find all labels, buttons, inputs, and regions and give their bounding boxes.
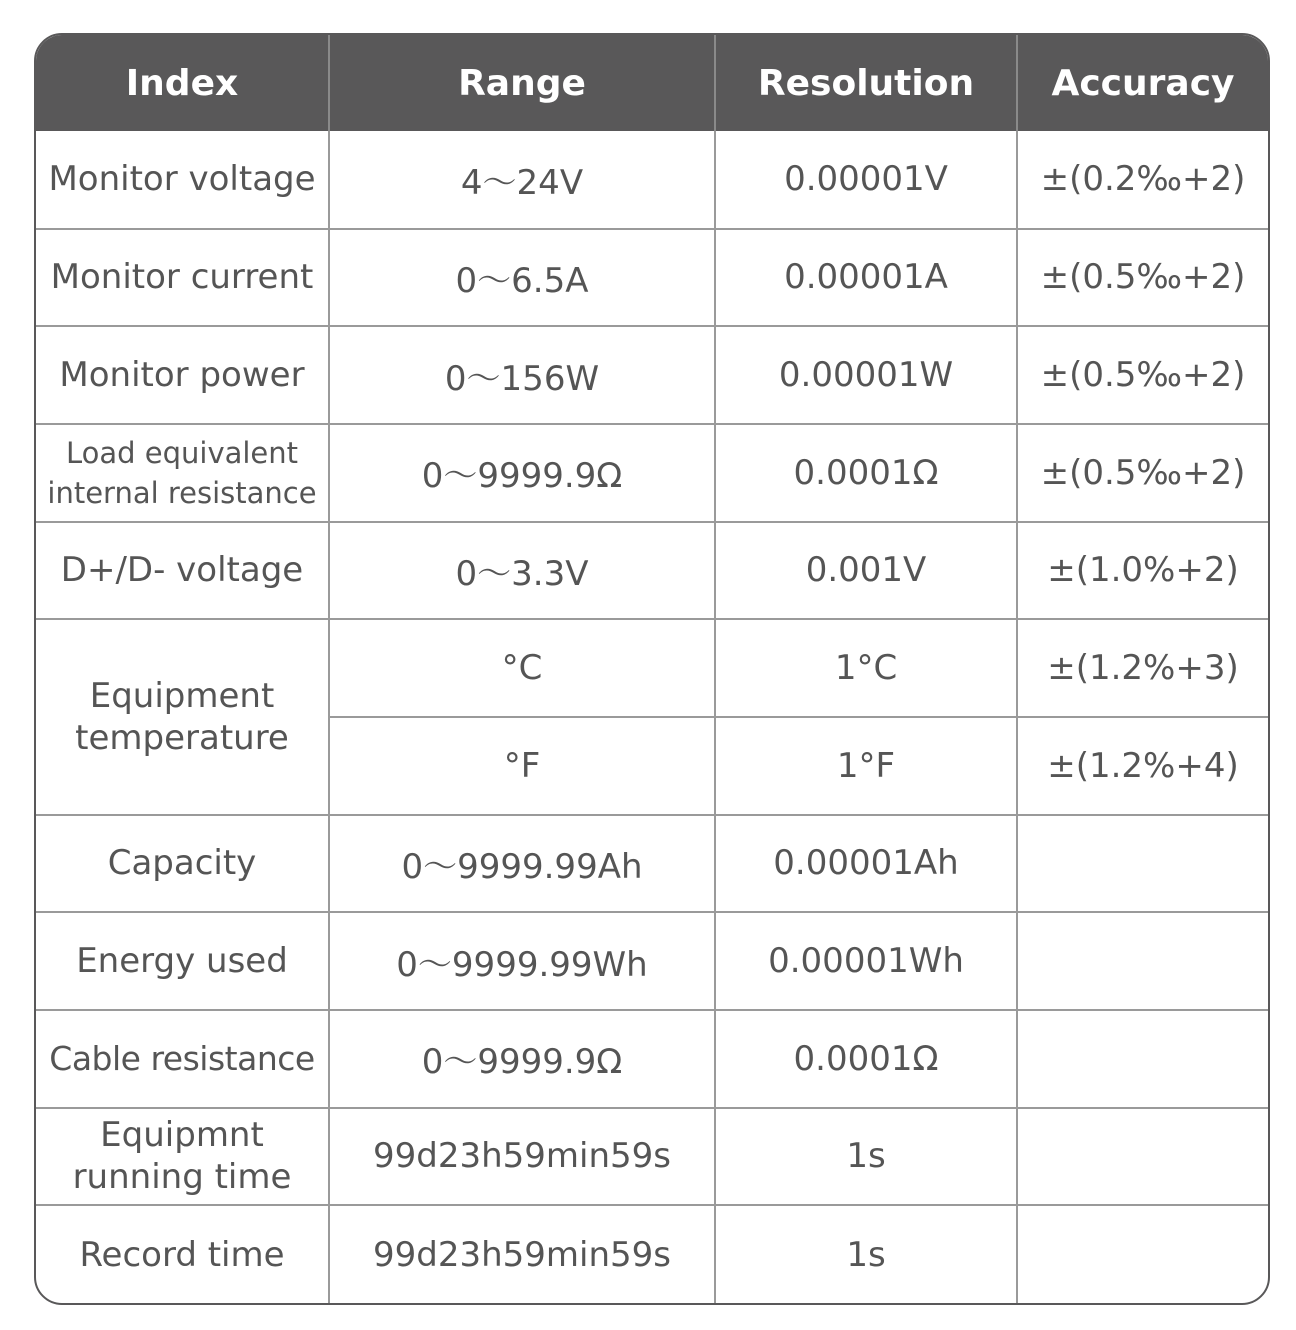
accuracy-cell: ±(0.5‰+2)	[1017, 229, 1268, 327]
accuracy-cell	[1017, 912, 1268, 1010]
table-row	[36, 229, 1268, 327]
table-body	[36, 131, 1268, 1303]
resolution-cell: 0.00001Ah	[715, 815, 1017, 913]
accuracy-cell: ±(0.5‰+2)	[1017, 424, 1268, 522]
resolution-cell: 1°F	[715, 717, 1017, 815]
header-row	[36, 35, 1268, 131]
accuracy-cell	[1017, 1108, 1268, 1206]
header-range: Range	[329, 35, 715, 131]
resolution-cell: 0.0001Ω	[715, 1010, 1017, 1108]
resolution-cell: 0.001V	[715, 522, 1017, 620]
accuracy-cell: ±(1.2%+3)	[1017, 619, 1268, 717]
range-cell: °F	[329, 717, 715, 815]
range-cell: 99d23h59min59s	[329, 1108, 715, 1206]
accuracy-cell: ±(1.0%+2)	[1017, 522, 1268, 620]
resolution-cell: 0.00001W	[715, 326, 1017, 424]
table-row	[36, 815, 1268, 913]
resolution-cell: 1s	[715, 1108, 1017, 1206]
index-line: Equipmnt	[100, 1115, 264, 1156]
table-row	[36, 912, 1268, 1010]
index-cell: Record time	[36, 1205, 329, 1303]
index-cell	[36, 1108, 329, 1206]
range-cell: 0～3.3V	[329, 522, 715, 620]
accuracy-cell	[1017, 815, 1268, 913]
range-cell: 0～9999.9Ω	[329, 1010, 715, 1108]
index-line: Equipment	[89, 675, 275, 716]
accuracy-cell: ±(1.2%+4)	[1017, 717, 1268, 815]
resolution-cell: 0.00001A	[715, 229, 1017, 327]
resolution-cell: 0.00001V	[715, 131, 1017, 229]
table-row	[36, 1205, 1268, 1303]
table-row	[36, 619, 1268, 717]
table-row	[36, 131, 1268, 229]
index-cell: Cable resistance	[36, 1010, 329, 1108]
header-resolution: Resolution	[715, 35, 1017, 131]
resolution-cell: 0.0001Ω	[715, 424, 1017, 522]
index-cell: D+/D- voltage	[36, 522, 329, 620]
index-cell: Capacity	[36, 815, 329, 913]
resolution-cell: 0.00001Wh	[715, 912, 1017, 1010]
spec-table-card	[34, 33, 1270, 1305]
index-cell: Monitor voltage	[48, 159, 316, 200]
range-cell: °C	[329, 619, 715, 717]
table-row	[36, 522, 1268, 620]
table-row	[36, 1108, 1268, 1206]
index-line: temperature	[75, 717, 289, 758]
header-accuracy: Accuracy	[1017, 35, 1268, 131]
table-row	[36, 1010, 1268, 1108]
spec-table	[36, 35, 1268, 1303]
resolution-cell: 1s	[715, 1205, 1017, 1303]
index-line: Load equivalent	[65, 435, 299, 470]
range-cell: 0～9999.99Wh	[329, 912, 715, 1010]
index-cell: Monitor power	[36, 326, 329, 424]
index-cell: Energy used	[36, 912, 329, 1010]
table-row	[36, 326, 1268, 424]
range-cell: 0～156W	[329, 326, 715, 424]
table-header	[36, 35, 1268, 131]
index-cell	[36, 424, 329, 522]
accuracy-cell	[1017, 1010, 1268, 1108]
range-cell: 0～9999.99Ah	[329, 815, 715, 913]
index-line: internal resistance	[47, 475, 317, 510]
range-cell: 0～9999.9Ω	[329, 424, 715, 522]
index-line: running time	[72, 1157, 292, 1198]
range-cell: 0～6.5A	[329, 229, 715, 327]
header-index: Index	[36, 35, 329, 131]
accuracy-cell	[1017, 1205, 1268, 1303]
accuracy-cell: ±(0.2‰+2)	[1017, 131, 1268, 229]
accuracy-cell: ±(0.5‰+2)	[1017, 326, 1268, 424]
index-cell	[36, 619, 329, 814]
index-cell: Monitor current	[36, 229, 329, 327]
range-cell: 4～24V	[329, 131, 715, 229]
resolution-cell: 1°C	[715, 619, 1017, 717]
table-row	[36, 424, 1268, 522]
range-cell: 99d23h59min59s	[329, 1205, 715, 1303]
